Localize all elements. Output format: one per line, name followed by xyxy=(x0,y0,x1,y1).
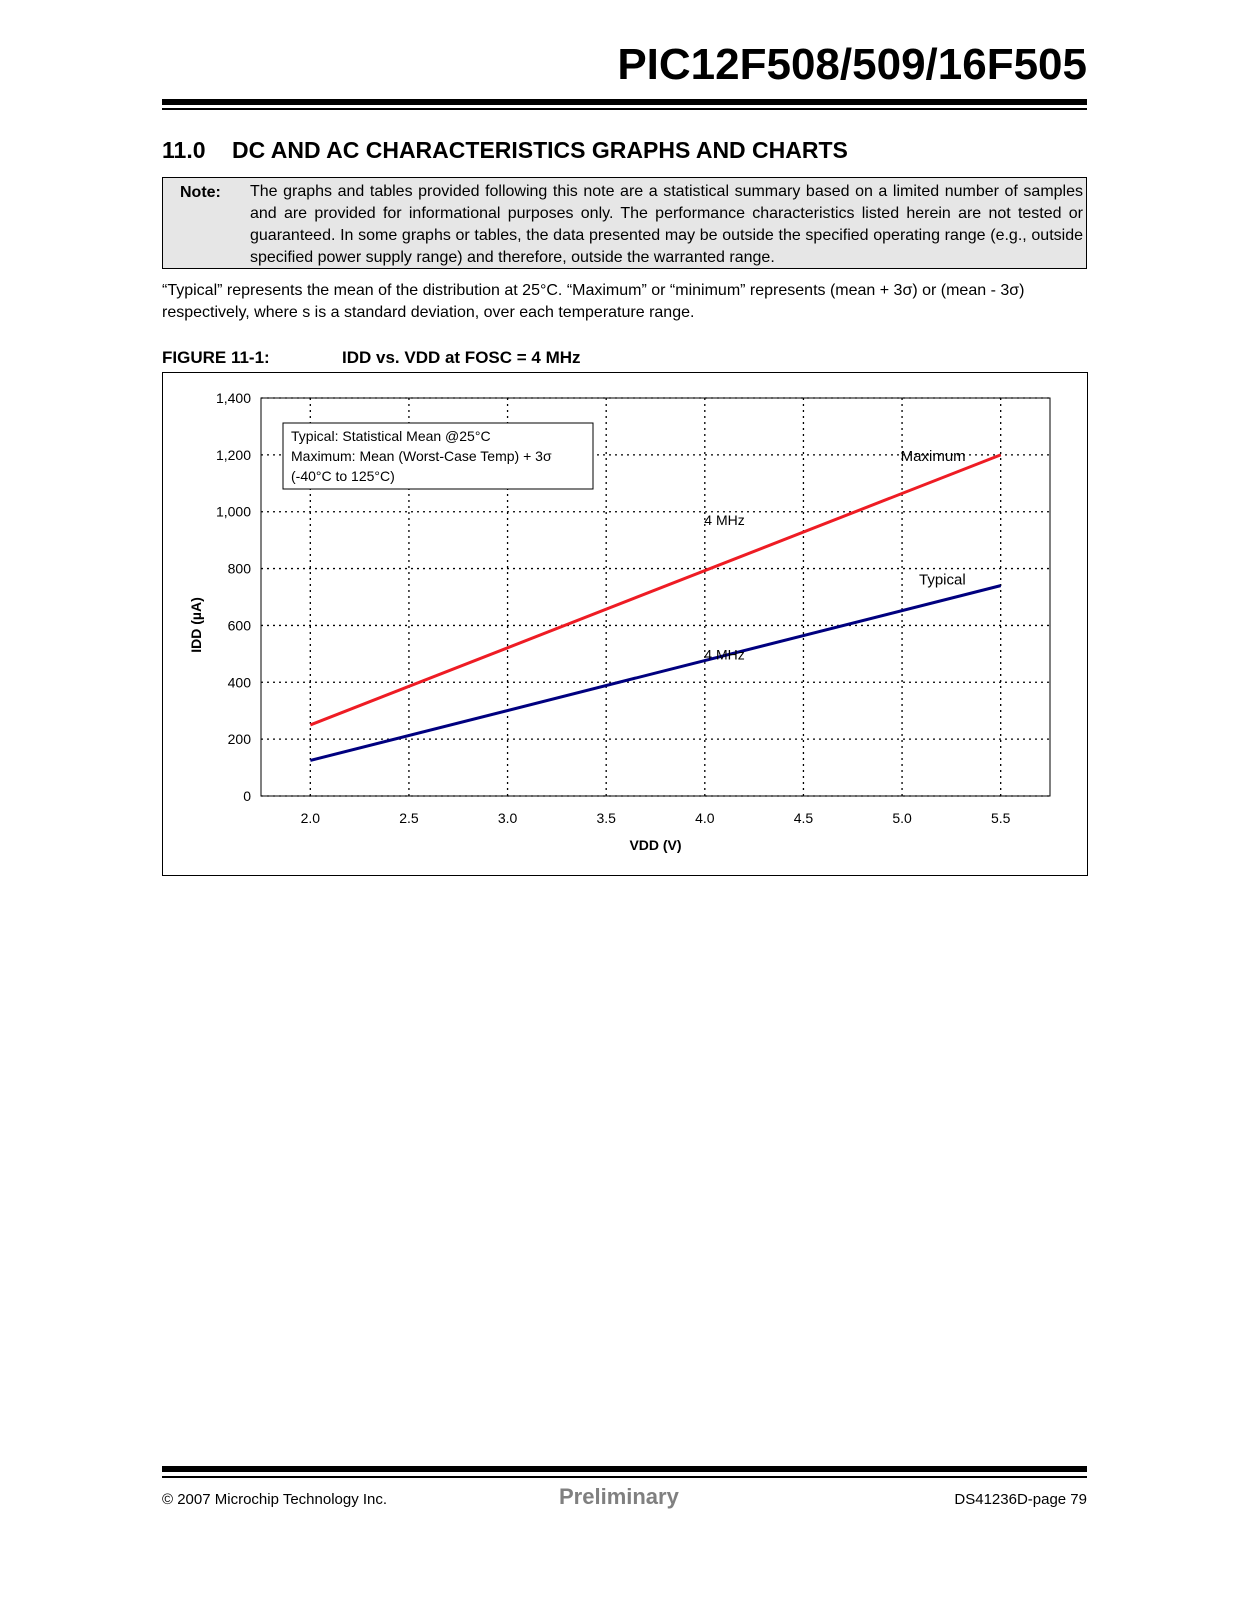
footer-status: Preliminary xyxy=(559,1484,679,1509)
figure-number: FIGURE 11-1: xyxy=(162,348,270,367)
note-box xyxy=(162,177,1087,269)
x-axis-label: VDD (V) xyxy=(629,837,682,853)
x-tick-label: 3.0 xyxy=(497,810,518,826)
chart xyxy=(163,373,1087,875)
x-tick-label: 3.5 xyxy=(596,810,616,826)
x-tick-label: 2.0 xyxy=(300,810,321,826)
series-line-maximum xyxy=(310,455,1000,725)
series-line-typical xyxy=(310,586,1000,761)
note-text: The graphs and tables provided following this note are a statistical summary based on a limited number of samples and are provided for informational purposes only. The performance characteristics listed herein are not tested or guaranteed. In some graphs or tables, the data presented may be outside the specified operating range (e.g., outside specified power supply range) and therefore, outside the warranted range. xyxy=(250,183,1083,266)
section-heading: DC AND AC CHARACTERISTICS GRAPHS AND CHARTS xyxy=(232,137,848,163)
y-tick-label: 1,400 xyxy=(215,390,251,406)
y-tick-label: 200 xyxy=(227,731,251,748)
legend-line: Maximum: Mean (Worst-Case Temp) + 3σ xyxy=(291,448,552,464)
x-tick-label: 5.5 xyxy=(990,810,1011,826)
series-freq-label: 4 MHz xyxy=(704,646,745,663)
x-tick-label: 4.5 xyxy=(793,810,814,826)
series-label-typical: Typical xyxy=(919,571,966,589)
figure-caption xyxy=(162,348,581,368)
header-rule-thin xyxy=(162,108,1087,110)
section-number: 11.0 xyxy=(162,137,206,163)
x-tick-label: 5.0 xyxy=(892,810,912,826)
y-tick-label: 600 xyxy=(227,617,251,634)
series-freq-label: 4 MHz xyxy=(704,511,745,528)
figure-title: IDD vs. VDD at FOSC = 4 MHz xyxy=(342,348,581,367)
y-tick-label: 800 xyxy=(227,560,251,577)
x-tick-label: 4.0 xyxy=(695,810,715,826)
legend-line: Typical: Statistical Mean @25°C xyxy=(291,428,491,444)
y-tick-label: 400 xyxy=(227,674,251,691)
note-label: Note: xyxy=(180,184,221,201)
x-tick-label: 2.5 xyxy=(399,810,419,826)
y-tick-label: 0 xyxy=(243,788,251,804)
y-tick-label: 1,200 xyxy=(215,446,251,463)
footer-rule-thick xyxy=(162,1466,1087,1472)
header-rule-thick xyxy=(162,99,1087,105)
legend-line: (-40°C to 125°C) xyxy=(291,468,395,484)
doc-title: PIC12F508/509/16F505 xyxy=(617,40,1087,89)
series-label-maximum: Maximum xyxy=(900,447,966,465)
y-axis-label: IDD (µA) xyxy=(188,597,204,653)
figure-frame xyxy=(162,372,1088,876)
body-paragraph: “Typical” represents the mean of the distribution at 25°C. “Maximum” or “minimum” represents (mean + 3σ) or (mean - 3σ) respectively, where s is a standard deviation, over each temperature range. xyxy=(162,282,1025,321)
section-title xyxy=(162,137,848,164)
footer-rule-thin xyxy=(162,1476,1087,1478)
footer-copyright: © 2007 Microchip Technology Inc. xyxy=(162,1491,388,1508)
footer-page-number: DS41236D-page 79 xyxy=(954,1491,1087,1508)
y-tick-label: 1,000 xyxy=(215,503,251,520)
